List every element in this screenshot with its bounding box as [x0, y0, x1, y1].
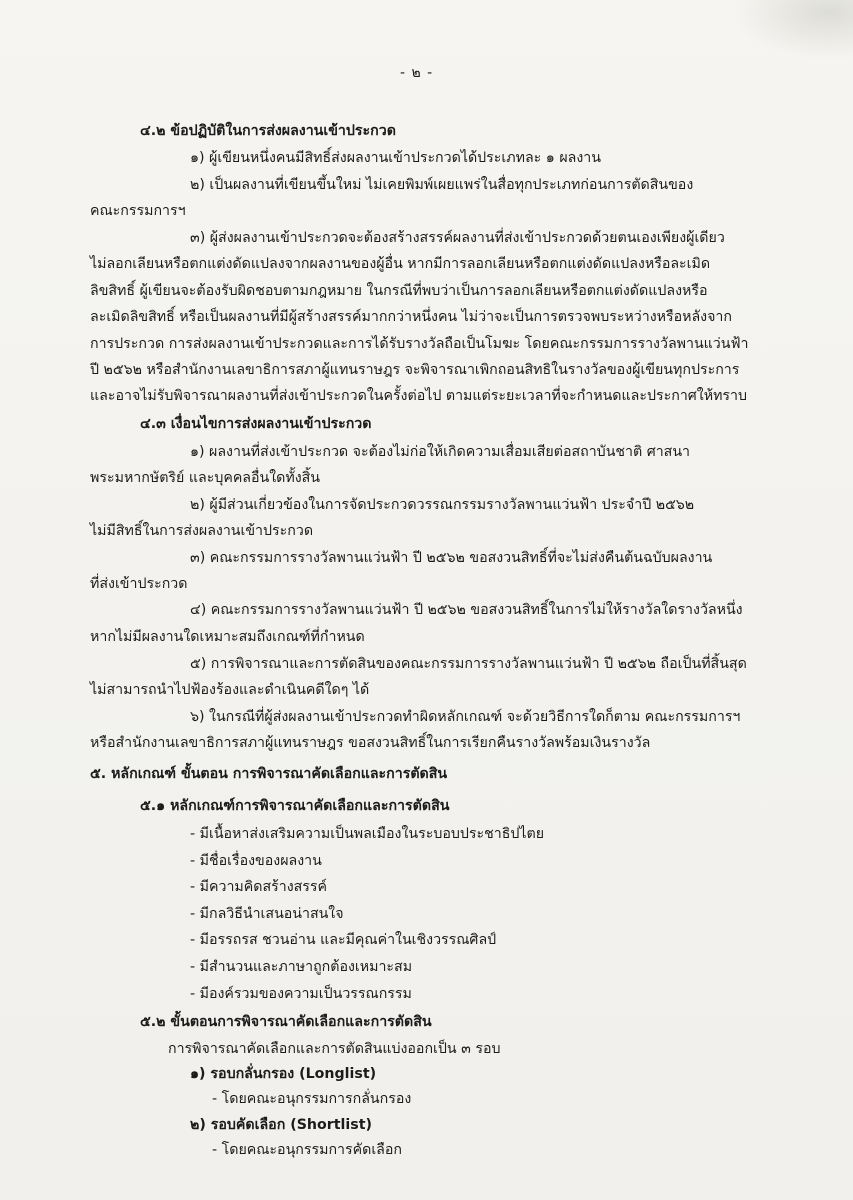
section-4-2-item-3-line-4: ละเมิดลิขสิทธิ์ หรือเป็นผลงานที่มีผู้สร้างสรรค์มากกว่าหนึ่งคน ไม่ว่าจะเป็นการตรวจพบระหว่างหรือหลังจาก — [90, 309, 732, 325]
paper-crease — [733, 0, 853, 60]
section-4-3-item-3-line-2: ที่ส่งเข้าประกวด — [90, 576, 188, 592]
criteria-item: - มีกลวิธีนำเสนอน่าสนใจ — [190, 906, 344, 922]
section-4-2-item-1: ๑) ผู้เขียนหนึ่งคนมีสิทธิ์ส่งผลงานเข้าประกวดได้ประเภทละ ๑ ผลงาน — [190, 150, 601, 166]
criteria-item: - มีความคิดสร้างสรรค์ — [190, 879, 328, 895]
section-4-2-item-2-line-1: ๒) เป็นผลงานที่เขียนขึ้นใหม่ ไม่เคยพิมพ์เผยแพร่ในสื่อทุกประเภทก่อนการตัดสินของ — [190, 177, 694, 193]
section-4-2-item-3-line-2: ไม่ลอกเลียนหรือตกแต่งดัดแปลงจากผลงานของผู้อื่น หากมีการลอกเลียนหรือตกแต่งดัดแปลงหรือละเมิด — [90, 256, 711, 272]
section-4-3-item-2-line-2: ไม่มีสิทธิ์ในการส่งผลงานเข้าประกวด — [90, 523, 314, 539]
page-number: - ๒ - — [400, 65, 434, 81]
section-4-2-item-3-line-1: ๓) ผู้ส่งผลงานเข้าประกวดจะต้องสร้างสรรค์ผลงานที่ส่งเข้าประกวดด้วยตนเองเพียงผู้เดียว — [190, 230, 725, 246]
section-4-2-item-3-line-5: การประกวด การส่งผลงานเข้าประกวดและการได้รับรางวัลถือเป็นโมฆะ โดยคณะกรรมการรางวัลพานแว่นฟ้า — [90, 336, 749, 352]
section-4-3-heading: ๔.๓ เงื่อนไขการส่งผลงานเข้าประกวด — [140, 416, 372, 432]
section-4-3-item-5-line-1: ๕) การพิจารณาและการตัดสินของคณะกรรมการรางวัลพานแว่นฟ้า ปี ๒๕๖๒ ถือเป็นที่สิ้นสุด — [190, 656, 747, 672]
section-5-2-heading: ๕.๒ ขั้นตอนการพิจารณาคัดเลือกและการตัดสิน — [140, 1014, 432, 1030]
section-4-3-item-5-line-2: ไม่สามารถนำไปฟ้องร้องและดำเนินคดีใดๆ ได้ — [90, 682, 370, 698]
section-5-1-heading: ๕.๑ หลักเกณฑ์การพิจารณาคัดเลือกและการตัดสิน — [140, 798, 450, 814]
section-4-2-item-3-line-6: ปี ๒๕๖๒ หรือสำนักงานเลขาธิการสภาผู้แทนราษฎร จะพิจารณาเพิกถอนสิทธิในรางวัลของผู้เขียนทุกประการ — [90, 362, 740, 378]
section-4-3-item-4-line-2: หากไม่มีผลงานใดเหมาะสมถึงเกณฑ์ที่กำหนด — [90, 629, 365, 645]
section-4-2-item-3-line-7: และอาจไม่รับพิจารณาผลงานที่ส่งเข้าประกวดในครั้งต่อไป ตามแต่ระยะเวลาที่จะกำหนดและประกาศให้ทราบ — [90, 388, 748, 404]
section-4-2-heading: ๔.๒ ข้อปฏิบัติในการส่งผลงานเข้าประกวด — [140, 123, 396, 139]
round-1-detail: - โดยคณะอนุกรรมการกลั่นกรอง — [212, 1091, 412, 1107]
section-5-2-intro: การพิจารณาคัดเลือกและการตัดสินแบ่งออกเป็น ๓ รอบ — [168, 1041, 501, 1057]
section-4-3-item-2-line-1: ๒) ผู้มีส่วนเกี่ยวข้องในการจัดประกวดวรรณกรรมรางวัลพานแว่นฟ้า ประจำปี ๒๕๖๒ — [190, 497, 695, 513]
criteria-item: - มีอรรถรส ชวนอ่าน และมีคุณค่าในเชิงวรรณศิลป์ — [190, 932, 497, 948]
section-4-3-item-6-line-2: หรือสำนักงานเลขาธิการสภาผู้แทนราษฎร ขอสงวนสิทธิ์ในการเรียกคืนรางวัลพร้อมเงินรางวัล — [90, 735, 651, 751]
criteria-item: - มีชื่อเรื่องของผลงาน — [190, 853, 322, 869]
round-2-detail: - โดยคณะอนุกรรมการคัดเลือก — [212, 1142, 402, 1158]
section-4-3-item-6-line-1: ๖) ในกรณีที่ผู้ส่งผลงานเข้าประกวดทำผิดหลักเกณฑ์ จะด้วยวิธีการใดก็ตาม คณะกรรมการฯ — [190, 709, 741, 725]
criteria-item: - มีสำนวนและภาษาถูกต้องเหมาะสม — [190, 959, 413, 975]
section-5-heading: ๕. หลักเกณฑ์ ขั้นตอน การพิจารณาคัดเลือกและการตัดสิน — [90, 766, 448, 782]
section-4-3-item-1-line-1: ๑) ผลงานที่ส่งเข้าประกวด จะต้องไม่ก่อให้เกิดความเสื่อมเสียต่อสถาบันชาติ ศาสนา — [190, 444, 691, 460]
section-4-3-item-3-line-1: ๓) คณะกรรมการรางวัลพานแว่นฟ้า ปี ๒๕๖๒ ขอสงวนสิทธิ์ที่จะไม่ส่งคืนต้นฉบับผลงาน — [190, 550, 713, 566]
round-1-title: ๑) รอบกลั่นกรอง (Longlist) — [190, 1066, 377, 1082]
section-4-2-item-2-line-2: คณะกรรมการฯ — [90, 203, 186, 219]
round-2-title: ๒) รอบคัดเลือก (Shortlist) — [190, 1117, 372, 1133]
criteria-item: - มีองค์รวมของความเป็นวรรณกรรม — [190, 986, 412, 1002]
section-4-3-item-4-line-1: ๔) คณะกรรมการรางวัลพานแว่นฟ้า ปี ๒๕๖๒ ขอสงวนสิทธิ์ในการไม่ให้รางวัลใดรางวัลหนึ่ง — [190, 602, 743, 618]
criteria-item: - มีเนื้อหาส่งเสริมความเป็นพลเมืองในระบอบประชาธิปไตย — [190, 826, 545, 842]
section-4-3-item-1-line-2: พระมหากษัตริย์ และบุคคลอื่นใดทั้งสิ้น — [90, 470, 320, 486]
section-4-2-item-3-line-3: ลิขสิทธิ์ ผู้เขียนจะต้องรับผิดชอบตามกฎหมาย ในกรณีที่พบว่าเป็นการลอกเลียนหรือตกแต่งดัดแปลงหรือ — [90, 283, 708, 299]
